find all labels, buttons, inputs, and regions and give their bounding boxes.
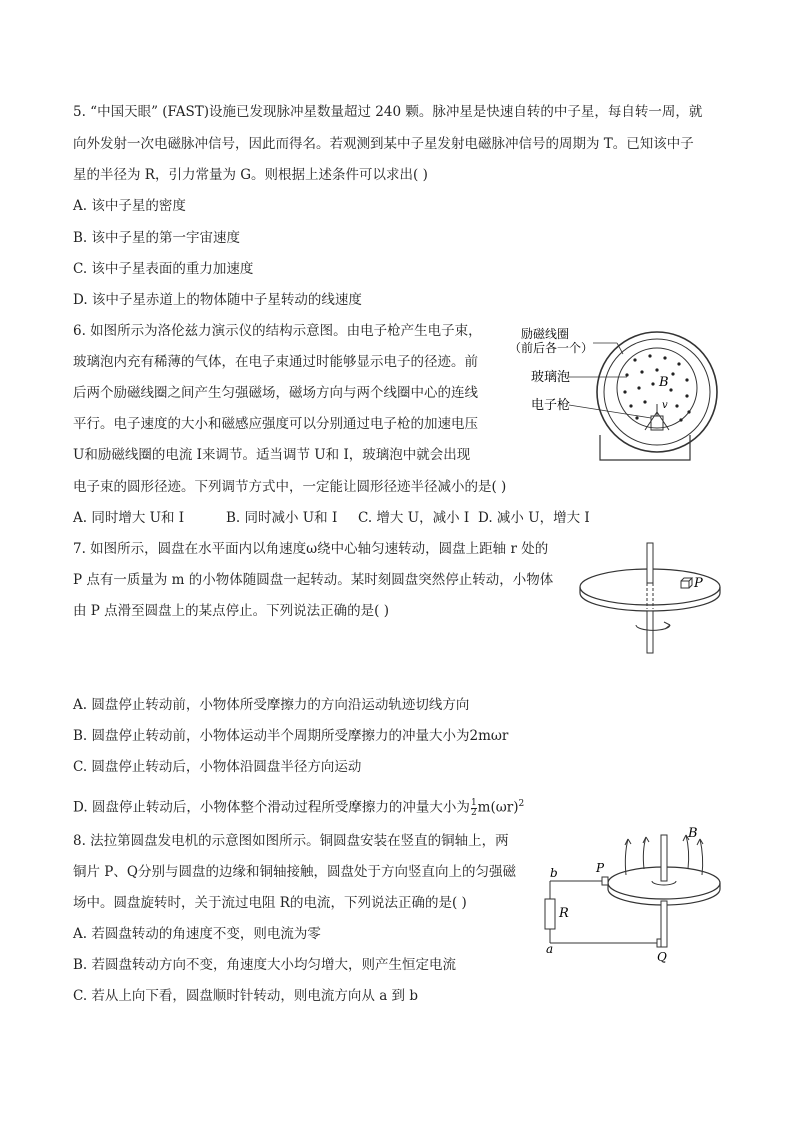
q6-fig-gun-label: 电子枪 <box>531 398 571 413</box>
q5-option-a: A. 该中子星的密度 <box>73 198 186 214</box>
q7-figure <box>578 537 728 657</box>
q8-fig-a-label: a <box>546 942 554 956</box>
q5-line3: 星的半径为 R，引力常量为 G。则根据上述条件可以求出( ) <box>73 167 428 183</box>
q5-line1: 5. “中国天眼” (FAST)设施已发现脉冲星数量超过 240 颗。脉冲星是快速自转的中子星，每自转一周，就 <box>73 104 703 120</box>
q6-line2: 玻璃泡内充有稀薄的气体，在电子束通过时能够显示电子的径迹。前 <box>73 354 478 370</box>
q8-fig-q-label: Q <box>657 950 667 964</box>
q7-option-d-exponent: 2 <box>518 799 525 809</box>
q6-option-c: C. 增大 U，减小 I <box>358 510 470 526</box>
q7-option-b: B. 圆盘停止转动前，小物体运动半个周期所受摩擦力的冲量大小为2mωr <box>73 728 509 744</box>
q7-line1: 7. 如图所示，圆盘在水平面内以角速度ω绕中心轴匀速转动，圆盘上距轴 r 处的 <box>73 541 549 557</box>
q6-line4: 平行。电子速度的大小和磁感应强度可以分别通过电子枪的加速电压 <box>73 416 478 432</box>
q6-fig-b-label: B <box>659 375 669 390</box>
q7-option-d-expr: m(ωr) <box>477 799 519 816</box>
q7-line3: 由 P 点滑至圆盘上的某点停止。下列说法正确的是( ) <box>73 603 389 619</box>
q8-fig-b-field-label: B <box>688 826 698 841</box>
q6-line6: 电子束的圆形径迹。下列调节方式中，一定能让圆形径迹半径减小的是( ) <box>73 479 507 495</box>
q8-line3: 场中。圆盘旋转时，关于流过电阻 R的电流，下列说法正确的是( ) <box>73 895 467 911</box>
q8-figure <box>540 825 730 975</box>
q7-line2: P 点有一质量为 m 的小物体随圆盘一起转动。某时刻圆盘突然停止转动，小物体 <box>73 572 554 588</box>
q6-fig-bulb-label: 玻璃泡 <box>531 370 571 385</box>
q8-fig-r-label: R <box>559 906 569 921</box>
q7-fig-p-label: P <box>694 576 703 591</box>
q8-line2: 铜片 P、Q分别与圆盘的边缘和铜轴接触，圆盘处于方向竖直向上的匀强磁 <box>73 864 516 880</box>
q6-line3: 后两个励磁线圈之间产生匀强磁场，磁场方向与两个线圈中心的连线 <box>73 385 478 401</box>
q6-option-d: D. 减小 U，增大 I <box>478 510 590 526</box>
q8-fig-p-label: P <box>596 861 605 875</box>
q6-figure <box>505 320 720 470</box>
q5-option-d: D. 该中子星赤道上的物体随中子星转动的线速度 <box>73 292 362 308</box>
q8-option-c: C. 若从上向下看，圆盘顺时针转动，则电流方向从 a 到 b <box>73 988 418 1004</box>
q7-option-c: C. 圆盘停止转动后，小物体沿圆盘半径方向运动 <box>73 759 362 775</box>
q7-option-d-text: D. 圆盘停止转动后，小物体整个滑动过程所受摩擦力的冲量大小为 <box>73 799 470 816</box>
q8-fig-b-terminal-label: b <box>550 866 558 880</box>
q6-option-b: B. 同时减小 U和 I <box>226 510 338 526</box>
q8-line1: 8. 法拉第圆盘发电机的示意图如图所示。铜圆盘安装在竖直的铜轴上，两 <box>73 833 509 849</box>
q5-option-b: B. 该中子星的第一宇宙速度 <box>73 230 241 246</box>
q7-fraction-denominator: 2 <box>470 807 477 818</box>
q7-fraction-numerator: 1 <box>470 797 477 808</box>
q6-fig-coil-label2: （前后各一个） <box>509 341 594 355</box>
q5-line2: 向外发射一次电磁脉冲信号，因此而得名。若观测到某中子星发射电磁脉冲信号的周期为 T。已知该中子 <box>73 136 694 152</box>
q7-option-d <box>73 795 524 818</box>
q7-option-d-fraction <box>471 799 477 818</box>
q6-fig-v-label: v <box>662 400 668 411</box>
q6-option-a: A. 同时增大 U和 I <box>73 510 185 526</box>
q6-line5: U和励磁线圈的电流 I来调节。适当调节 U和 I，玻璃泡中就会出现 <box>73 447 471 463</box>
q6-fig-coil-label1: 励磁线圈 <box>521 327 570 341</box>
q8-option-a: A. 若圆盘转动的角速度不变，则电流为零 <box>73 926 321 942</box>
q7-option-a: A. 圆盘停止转动前，小物体所受摩擦力的方向沿运动轨迹切线方向 <box>73 697 470 713</box>
q5-option-c: C. 该中子星表面的重力加速度 <box>73 261 254 277</box>
q6-line1: 6. 如图所示为洛伦兹力演示仪的结构示意图。由电子枪产生电子束， <box>73 323 482 339</box>
q8-option-b: B. 若圆盘转动方向不变，角速度大小均匀增大，则产生恒定电流 <box>73 957 457 973</box>
